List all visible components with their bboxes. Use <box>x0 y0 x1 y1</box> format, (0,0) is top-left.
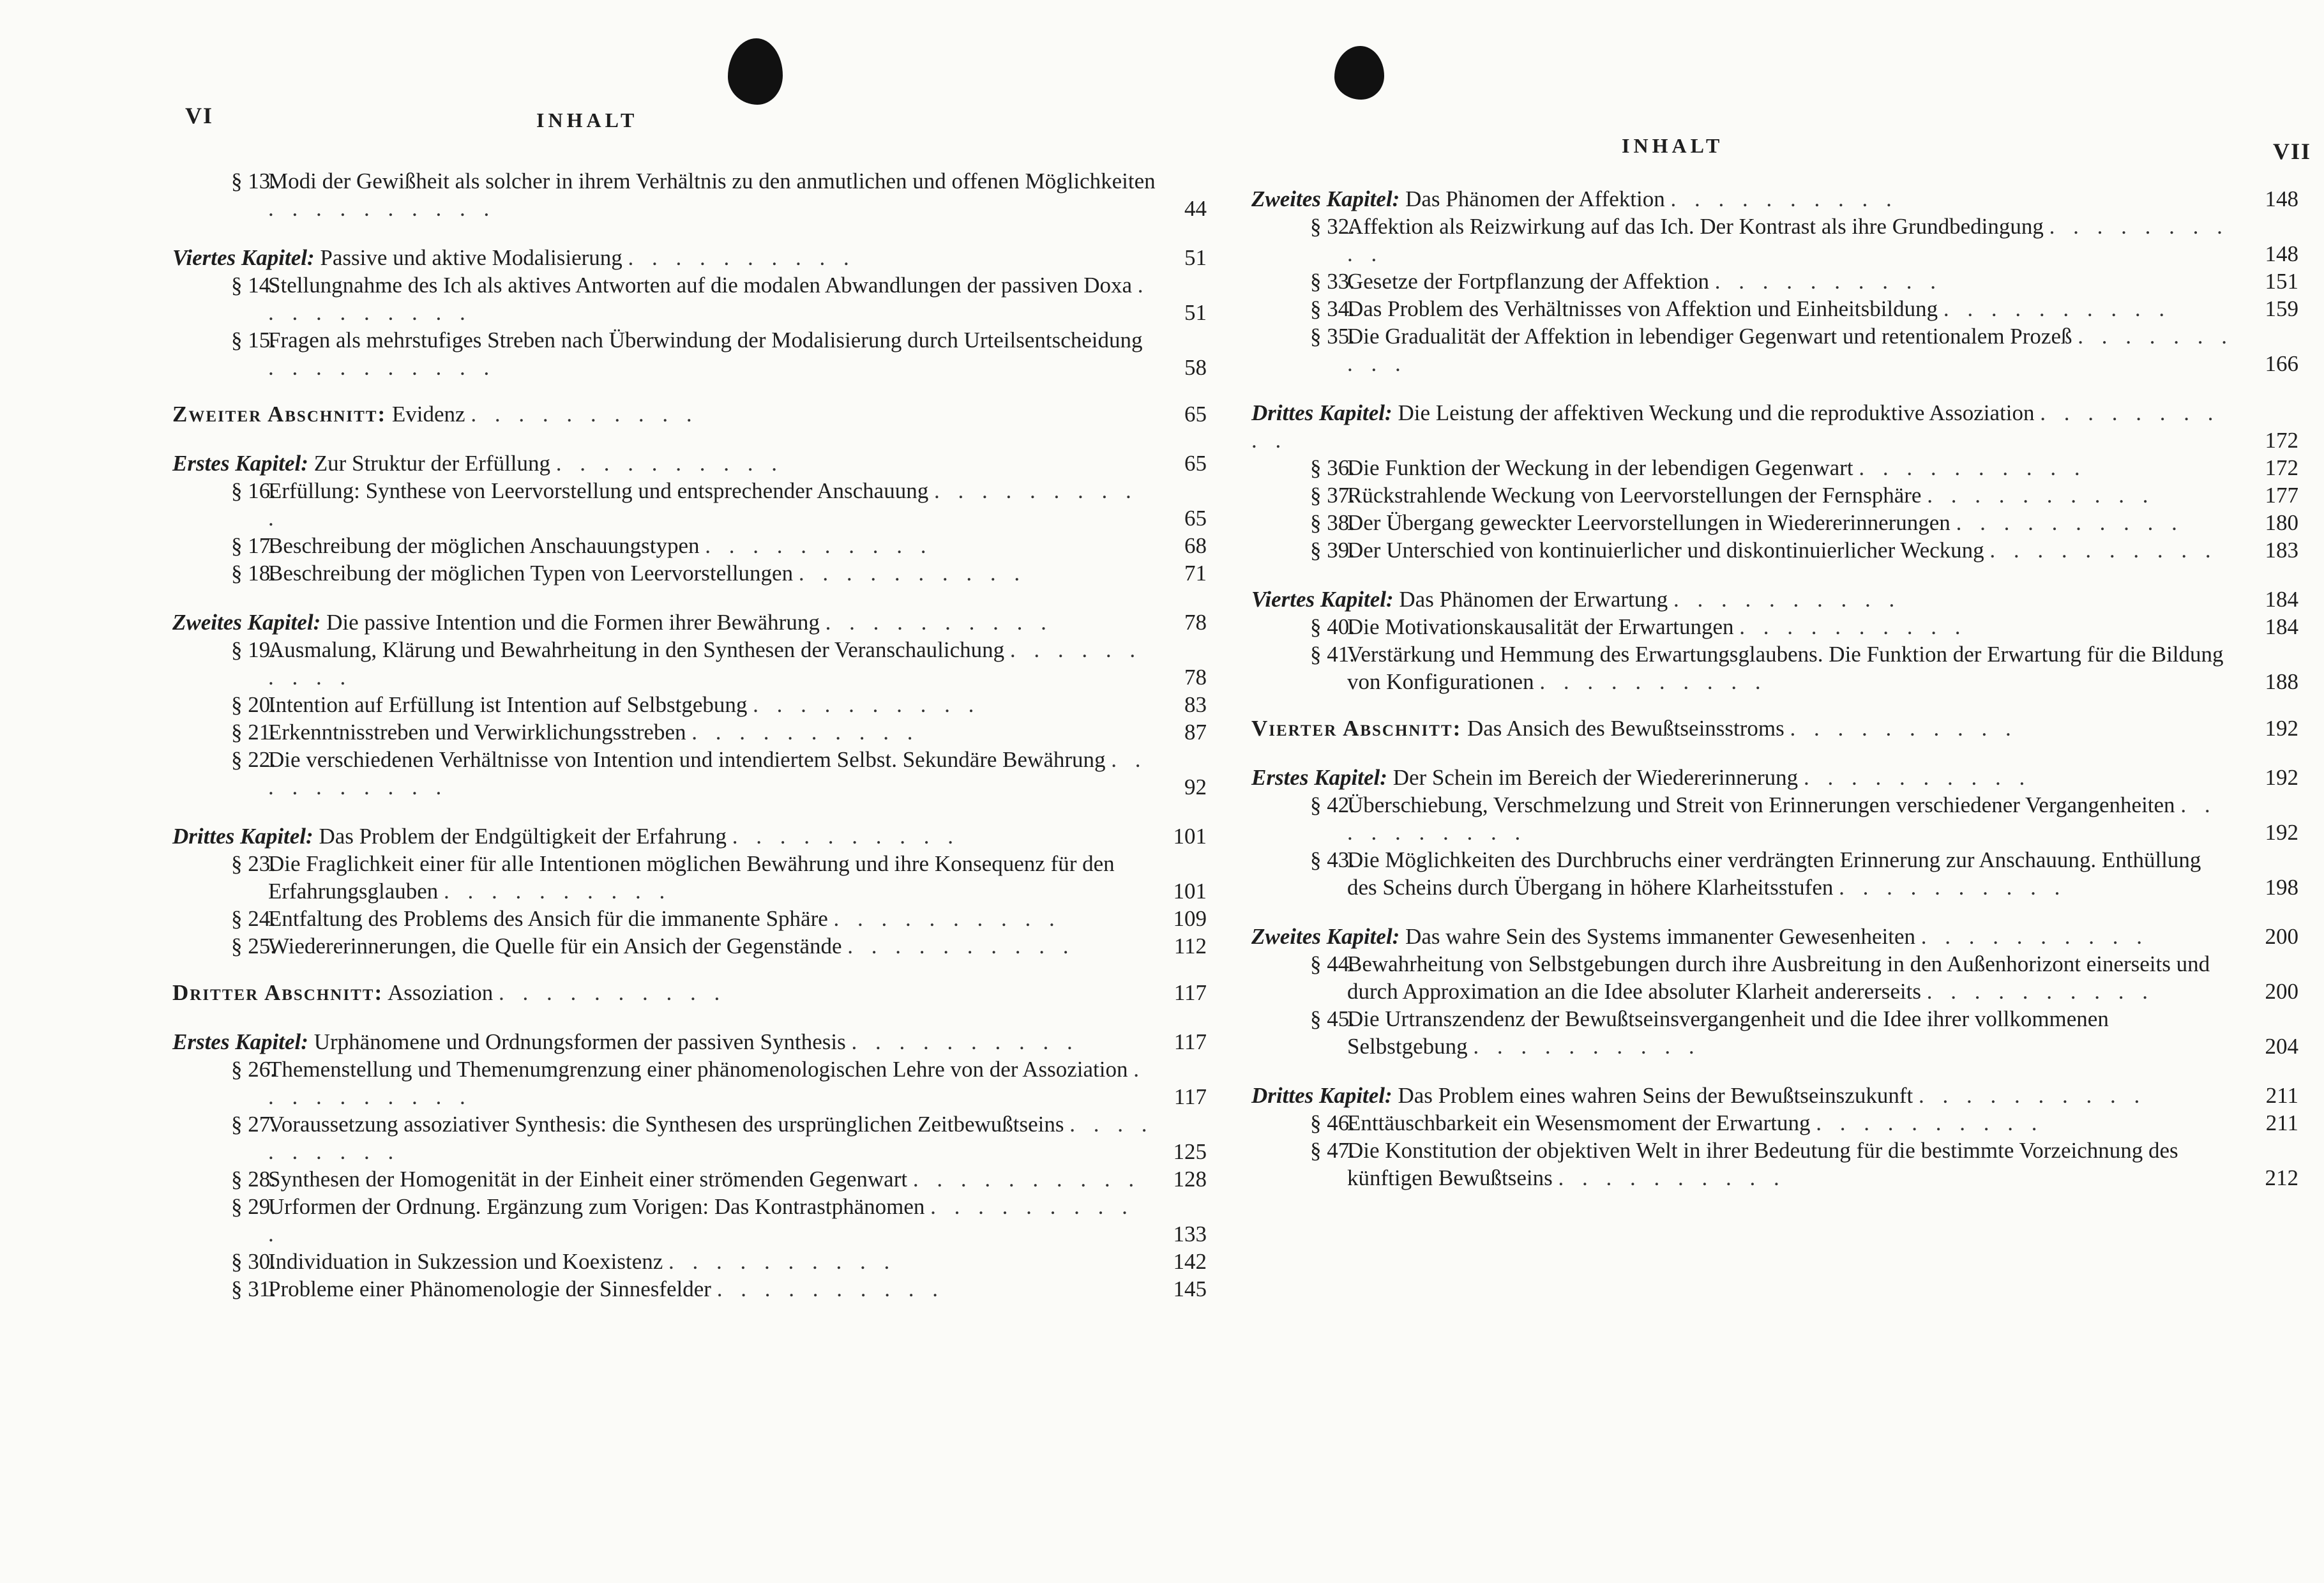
toc-chapter-heading <box>160 609 1245 636</box>
entry-title: Fragen als mehrstufiges Streben nach Überwindung der Modalisierung durch Urteilsentscheidung . . . . . . . . . . <box>268 328 1143 380</box>
right-toc-list <box>1239 185 2324 1192</box>
toc-paragraph-entry <box>160 1275 1245 1303</box>
paragraph-number: § 25. <box>231 934 276 958</box>
leader-dots: . . . . . . . . . . <box>1539 669 1767 694</box>
left-toc-list <box>160 167 1245 1303</box>
paragraph-number: § 42. <box>1310 792 1355 817</box>
leader-dots: . . . . . . . . . . <box>1839 875 2067 900</box>
page-number: 101 <box>1173 879 1207 904</box>
toc-paragraph-entry <box>1239 454 2324 481</box>
paragraph-number: § 20. <box>231 692 276 717</box>
toc-chapter-heading <box>1239 399 2324 454</box>
toc-chapter-heading <box>160 1028 1245 1056</box>
page-number: 172 <box>2265 455 2298 480</box>
page-number: 109 <box>1173 906 1207 931</box>
page-number: 183 <box>2265 538 2298 563</box>
entry-title: Der Unterschied von kontinuierlicher und diskontinuierlicher Weckung . . . . . . . . . . <box>1347 538 2217 563</box>
paragraph-number: § 13. <box>231 169 276 193</box>
toc-section-heading <box>160 979 1245 1006</box>
leader-dots: . . . . . . . . . . <box>1918 1083 2147 1108</box>
toc-paragraph-entry <box>1239 950 2324 1005</box>
entry-title: Intention auf Erfüllung ist Intention auf Selbstgebung . . . . . . . . . . <box>268 692 981 717</box>
leader-dots: . . . . . . . . . . <box>268 1194 1134 1246</box>
paragraph-number: § 21. <box>231 720 276 745</box>
toc-paragraph-entry <box>160 559 1245 587</box>
ink-blot-right <box>1334 46 1384 100</box>
toc-paragraph-entry <box>160 477 1245 532</box>
leader-dots: . . . . . . . . . . <box>268 637 1142 690</box>
page-number: 87 <box>1184 720 1207 745</box>
entry-title: Die Gradualität der Affektion in lebendiger Gegenwart und retentionalem Prozeß . . . . . . . . . . <box>1347 324 2233 376</box>
entry-title: Der Übergang geweckter Leervorstellungen in Wiedererinnerungen . . . . . . . . . . <box>1347 510 2184 535</box>
page-number: 198 <box>2265 875 2298 900</box>
leader-dots: . . . . . . . . . . <box>1347 324 2233 376</box>
heading-label: Drittes Kapitel: <box>172 824 313 849</box>
entry-title: Bewahrheitung von Selbstgebungen durch ihre Ausbreitung in den Außenhorizont einerseits und durch Approximation an die Idee absoluter Klarheit andererseits . . . . . . . . . . <box>1347 951 2210 1004</box>
page-number: 192 <box>2265 765 2298 790</box>
page-number: 142 <box>1173 1249 1207 1274</box>
entry-title: Synthesen der Homogenität in der Einheit einer strömenden Gegenwart . . . . . . . . . . <box>268 1167 1141 1192</box>
paragraph-number: § 15. <box>231 328 276 352</box>
entry-title: Erkenntnisstreben und Verwirklichungsstreben . . . . . . . . . . <box>268 720 919 745</box>
leader-dots: . . . . . . . . . . <box>1473 1034 1701 1059</box>
leader-dots: . . . . . . . . . . <box>268 1057 1145 1109</box>
leader-dots: . . . . . . . . . . <box>1803 765 2032 790</box>
page-number: 65 <box>1184 506 1207 531</box>
leader-dots: . . . . . . . . . . <box>268 355 496 380</box>
toc-paragraph-entry <box>160 691 1245 718</box>
paragraph-number: § 36. <box>1310 455 1355 480</box>
leader-dots: . . . . . . . . . . <box>1989 538 2217 563</box>
leader-dots: . . . . . . . . . . <box>268 478 1138 531</box>
entry-title: Evidenz . . . . . . . . . . <box>391 402 698 427</box>
entry-title: Die Möglichkeiten des Durchbruchs einer verdrängten Erinnerung zur Anschauung. Enthüllung des Scheins durch Übergang in höhere Klarheitsstufen . . . . . . . . . . <box>1347 847 2201 900</box>
paragraph-number: § 32. <box>1310 214 1355 239</box>
leader-dots: . . . . . . . . . . <box>847 934 1075 958</box>
left-toc <box>160 167 1245 1303</box>
leader-dots: . . . . . . . . . . <box>1714 269 1942 294</box>
page-number: 188 <box>2265 669 2298 694</box>
heading-label: Zweites Kapitel: <box>172 610 321 635</box>
toc-paragraph-entry <box>160 636 1245 691</box>
page-number: 65 <box>1184 451 1207 476</box>
leader-dots: . . . . . . . . . . <box>1926 979 2154 1004</box>
toc-paragraph-entry <box>160 532 1245 559</box>
entry-title: Die Konstitution der objektiven Welt in ihrer Bedeutung für die bestimmte Vorzeichnung des künftigen Bewußtseins . . . . . . . . . . <box>1347 1138 2178 1190</box>
toc-paragraph-entry <box>160 326 1245 381</box>
paragraph-number: § 30. <box>231 1249 276 1274</box>
ink-blot-left <box>728 38 783 105</box>
paragraph-number: § 45. <box>1310 1006 1355 1031</box>
toc-paragraph-entry <box>160 905 1245 932</box>
entry-title: Voraussetzung assoziativer Synthesis: die Synthesen des ursprünglichen Zeitbewußtseins . . . . . . . . . . <box>268 1112 1154 1164</box>
toc-paragraph-entry <box>1239 640 2324 695</box>
entry-title: Beschreibung der möglichen Typen von Leervorstellungen . . . . . . . . . . <box>268 561 1027 586</box>
leader-dots: . . . . . . . . . . <box>1859 455 2086 480</box>
leader-dots: . . . . . . . . . . <box>912 1167 1141 1192</box>
paragraph-number: § 33. <box>1310 269 1355 294</box>
page-number: 117 <box>1173 1084 1207 1109</box>
page-number: 44 <box>1184 196 1207 221</box>
leader-dots: . . . . . . . . . . <box>471 402 698 427</box>
toc-section-heading <box>1239 715 2324 742</box>
toc-paragraph-entry <box>1239 213 2324 268</box>
entry-title: Themenstellung und Themenumgrenzung einer phänomenologischen Lehre von der Assoziation . . . . . . . . . . <box>268 1057 1145 1109</box>
entry-title: Affektion als Reizwirkung auf das Ich. Der Kontrast als ihre Grundbedingung . . . . . . . . . . <box>1347 214 2229 266</box>
paragraph-number: § 17. <box>231 533 276 558</box>
leader-dots: . . . . . . . . . . <box>1558 1165 1786 1190</box>
page-number: 58 <box>1184 355 1207 380</box>
leader-dots: . . . . . . . . . . <box>498 980 727 1005</box>
entry-title: Individuation in Sukzession und Koexistenz . . . . . . . . . . <box>268 1249 896 1274</box>
leader-dots: . . . . . . . . . . <box>851 1029 1079 1054</box>
paragraph-number: § 16. <box>231 478 276 503</box>
toc-paragraph-entry <box>160 850 1245 905</box>
page-number: 184 <box>2265 587 2298 612</box>
leader-dots: . . . . . . . . . . <box>268 1112 1154 1164</box>
paragraph-number: § 24. <box>231 906 276 931</box>
page-number: 65 <box>1184 402 1207 427</box>
leader-dots: . . . . . . . . . . <box>753 692 981 717</box>
page-number: 204 <box>2265 1034 2298 1059</box>
entry-title: Das Problem des Verhältnisses von Affektion und Einheitsbildung . . . . . . . . . . <box>1347 296 2171 321</box>
leader-dots: . . . . . . . . . . <box>555 451 784 476</box>
entry-title: Das Problem eines wahren Seins der Bewußtseinszukunft . . . . . . . . . . <box>1398 1083 2147 1108</box>
paragraph-number: § 40. <box>1310 614 1355 639</box>
entry-title: Urphänomene und Ordnungsformen der passiven Synthesis . . . . . . . . . . <box>313 1029 1079 1054</box>
leader-dots: . . . . . . . . . . <box>1670 186 1898 211</box>
page-number: 172 <box>2265 428 2298 453</box>
paragraph-number: § 18. <box>231 561 276 586</box>
toc-paragraph-entry <box>160 1193 1245 1248</box>
toc-chapter-heading <box>1239 185 2324 213</box>
entry-title: Überschiebung, Verschmelzung und Streit von Erinnerungen verschiedener Vergangenheiten . . . . . . . . . . <box>1347 792 2217 845</box>
paragraph-number: § 23. <box>231 851 276 876</box>
leader-dots: . . . . . . . . . . <box>833 906 1061 931</box>
heading-label: Erstes Kapitel: <box>1251 765 1387 790</box>
toc-chapter-heading <box>1239 923 2324 950</box>
entry-title: Das Ansich des Bewußtseinsstroms . . . . . . . . . . <box>1467 716 2018 741</box>
paragraph-number: § 43. <box>1310 847 1355 872</box>
leader-dots: . . . . . . . . . . <box>268 196 496 221</box>
toc-paragraph-entry <box>1239 268 2324 295</box>
paragraph-number: § 31. <box>231 1276 276 1301</box>
leader-dots: . . . . . . . . . . <box>1943 296 2171 321</box>
page-number: 177 <box>2265 483 2298 508</box>
leader-dots: . . . . . . . . . . <box>628 245 856 270</box>
leader-dots: . . . . . . . . . . <box>444 879 672 904</box>
entry-title: Passive und aktive Modalisierung . . . . . . . . . . <box>320 245 856 270</box>
paragraph-number: § 19. <box>231 637 276 662</box>
page-number: 78 <box>1184 610 1207 635</box>
entry-title: Enttäuschbarkeit ein Wesensmoment der Erwartung . . . . . . . . . . <box>1347 1110 2044 1135</box>
toc-paragraph-entry <box>160 167 1245 222</box>
paragraph-number: § 14. <box>231 273 276 298</box>
left-page-header <box>160 102 1245 140</box>
toc-paragraph-entry <box>1239 322 2324 377</box>
leader-dots: . . . . . . . . . . <box>732 824 960 849</box>
toc-paragraph-entry <box>1239 1109 2324 1137</box>
toc-paragraph-entry <box>1239 613 2324 640</box>
paragraph-number: § 35. <box>1310 324 1355 349</box>
leader-dots: . . . . . . . . . . <box>268 747 1147 799</box>
leader-dots: . . . . . . . . . . <box>1347 792 2217 845</box>
leader-dots: . . . . . . . . . . <box>1927 483 2155 508</box>
leader-dots: . . . . . . . . . . <box>668 1249 896 1274</box>
page-number: 148 <box>2265 241 2298 266</box>
toc-paragraph-entry <box>160 1165 1245 1193</box>
leader-dots: . . . . . . . . . . <box>798 561 1027 586</box>
leader-dots: . . . . . . . . . . <box>1790 716 2018 741</box>
page-number: 68 <box>1184 533 1207 558</box>
entry-title: Modi der Gewißheit als solcher in ihrem Verhältnis zu den anmutlichen und offenen Möglichkeiten . . . . . . . . . . <box>268 169 1156 221</box>
heading-label: Zweiter Abschnitt: <box>172 402 387 427</box>
toc-paragraph-entry <box>160 1248 1245 1275</box>
page-number: 51 <box>1184 245 1207 270</box>
heading-label: Viertes Kapitel: <box>1251 587 1394 612</box>
left-page-folio: VI <box>185 103 214 128</box>
entry-title: Gesetze der Fortpflanzung der Affektion . . . . . . . . . . <box>1347 269 1942 294</box>
entry-title: Die Motivationskausalität der Erwartungen . . . . . . . . . . <box>1347 614 1967 639</box>
toc-paragraph-entry <box>1239 1005 2324 1060</box>
toc-chapter-heading <box>160 450 1245 477</box>
page-number: 128 <box>1173 1167 1207 1192</box>
paragraph-number: § 44. <box>1310 951 1355 976</box>
entry-title: Die passive Intention und die Formen ihrer Bewährung . . . . . . . . . . <box>326 610 1053 635</box>
page-number: 212 <box>2265 1165 2298 1190</box>
entry-title: Das Phänomen der Affektion . . . . . . . . . . <box>1405 186 1898 211</box>
paragraph-number: § 34. <box>1310 296 1355 321</box>
toc-paragraph-entry <box>1239 1137 2324 1192</box>
paragraph-number: § 29. <box>231 1194 276 1219</box>
page-number: 200 <box>2265 979 2298 1004</box>
paragraph-number: § 22. <box>231 747 276 772</box>
page-number: 180 <box>2265 510 2298 535</box>
right-page-folio: VII <box>2272 139 2311 164</box>
heading-label: Erstes Kapitel: <box>172 451 308 476</box>
entry-title: Die Funktion der Weckung in der lebendigen Gegenwart . . . . . . . . . . <box>1347 455 2086 480</box>
entry-title: Wiedererinnerungen, die Quelle für ein Ansich der Gegenstände . . . . . . . . . . <box>268 934 1075 958</box>
paragraph-number: § 41. <box>1310 642 1355 667</box>
toc-section-heading <box>160 400 1245 428</box>
entry-title: Die Leistung der affektiven Weckung und die reproduktive Assoziation . . . . . . . . . . <box>1251 400 2220 453</box>
toc-chapter-heading <box>1239 764 2324 791</box>
paragraph-number: § 26. <box>231 1057 276 1082</box>
page-number: 145 <box>1173 1276 1207 1301</box>
entry-title: Verstärkung und Hemmung des Erwartungsglaubens. Die Funktion der Erwartung für die Bildung von Konfigurationen . . . . . . . . . . <box>1347 642 2224 694</box>
page-number: 200 <box>2265 924 2298 949</box>
right-page-header <box>1239 102 2324 164</box>
heading-label: Drittes Kapitel: <box>1251 400 1392 425</box>
entry-title: Stellungnahme des Ich als aktives Antworten auf die modalen Abwandlungen der passiven Doxa . . . . . . . . . . <box>268 273 1150 325</box>
toc-paragraph-entry <box>160 271 1245 326</box>
entry-title: Das wahre Sein des Systems immanenter Gewesenheiten . . . . . . . . . . <box>1405 924 2149 949</box>
toc-paragraph-entry <box>160 1056 1245 1110</box>
leader-dots: . . . . . . . . . . <box>1816 1110 2044 1135</box>
paragraph-number: § 47. <box>1310 1138 1355 1163</box>
heading-label: Drittes Kapitel: <box>1251 1083 1392 1108</box>
entry-title: Ausmalung, Klärung und Bewahrheitung in den Synthesen der Veranschaulichung . . . . . . . . . . <box>268 637 1142 690</box>
toc-paragraph-entry <box>1239 481 2324 509</box>
toc-paragraph-entry <box>1239 846 2324 901</box>
page-number: 192 <box>2265 820 2298 845</box>
paragraph-number: § 28. <box>231 1167 276 1192</box>
heading-label: Zweites Kapitel: <box>1251 924 1400 949</box>
page-number: 117 <box>1173 1029 1207 1054</box>
page-number: 151 <box>2265 269 2298 294</box>
page-number: 211 <box>2265 1083 2298 1108</box>
paragraph-number: § 46. <box>1310 1110 1355 1135</box>
entry-title: Rückstrahlende Weckung von Leervorstellungen der Fernsphäre . . . . . . . . . . <box>1347 483 2155 508</box>
leader-dots: . . . . . . . . . . <box>1956 510 2184 535</box>
left-page <box>160 0 1245 1583</box>
page-number: 117 <box>1173 980 1207 1005</box>
paragraph-number: § 39. <box>1310 538 1355 563</box>
page-number: 148 <box>2265 186 2298 211</box>
right-running-head: INHALT <box>1622 134 1724 157</box>
entry-title: Erfüllung: Synthese von Leervorstellung und entsprechender Anschauung . . . . . . . . . . <box>268 478 1138 531</box>
paragraph-number: § 27. <box>231 1112 276 1137</box>
toc-paragraph-entry <box>1239 536 2324 564</box>
entry-title: Der Schein im Bereich der Wiedererinnerung . . . . . . . . . . <box>1392 765 2032 790</box>
toc-paragraph-entry <box>1239 295 2324 322</box>
page-number: 125 <box>1173 1139 1207 1164</box>
page-number: 51 <box>1184 300 1207 325</box>
heading-label: Zweites Kapitel: <box>1251 186 1400 211</box>
leader-dots: . . . . . . . . . . <box>716 1276 944 1301</box>
entry-title: Assoziation . . . . . . . . . . <box>387 980 727 1005</box>
toc-paragraph-entry <box>160 746 1245 801</box>
heading-label: Erstes Kapitel: <box>172 1029 308 1054</box>
paragraph-number: § 37. <box>1310 483 1355 508</box>
entry-title: Das Phänomen der Erwartung . . . . . . . . . . <box>1399 587 1901 612</box>
page-number: 184 <box>2265 614 2298 639</box>
entry-title: Probleme einer Phänomenologie der Sinnesfelder . . . . . . . . . . <box>268 1276 944 1301</box>
leader-dots: . . . . . . . . . . <box>825 610 1053 635</box>
toc-paragraph-entry <box>160 932 1245 960</box>
toc-paragraph-entry <box>1239 791 2324 846</box>
entry-title: Die Urtranszendenz der Bewußtseinsvergangenheit und die Idee ihrer vollkommenen Selbstgebung . . . . . . . . . . <box>1347 1006 2109 1059</box>
leader-dots: . . . . . . . . . . <box>1251 400 2220 453</box>
page-number: 133 <box>1173 1222 1207 1246</box>
leader-dots: . . . . . . . . . . <box>705 533 933 558</box>
entry-title: Die verschiedenen Verhältnisse von Intention und intendiertem Selbst. Sekundäre Bewährung . . . . . . . . . . <box>268 747 1147 799</box>
heading-label: Dritter Abschnitt: <box>172 980 384 1005</box>
leader-dots: . . . . . . . . . . <box>1673 587 1901 612</box>
entry-title: Urformen der Ordnung. Ergänzung zum Vorigen: Das Kontrastphänomen . . . . . . . . . . <box>268 1194 1134 1246</box>
page-number: 112 <box>1173 934 1207 958</box>
toc-paragraph-entry <box>1239 509 2324 536</box>
toc-chapter-heading <box>1239 1082 2324 1109</box>
leader-dots: . . . . . . . . . . <box>1739 614 1967 639</box>
right-page <box>1239 0 2324 1583</box>
left-running-head: INHALT <box>536 109 638 132</box>
page-number: 166 <box>2265 351 2298 376</box>
toc-paragraph-entry <box>160 718 1245 746</box>
entry-title: Entfaltung des Problems des Ansich für die immanente Sphäre . . . . . . . . . . <box>268 906 1061 931</box>
page-number: 101 <box>1173 824 1207 849</box>
leader-dots: . . . . . . . . . . <box>691 720 919 745</box>
toc-paragraph-entry <box>160 1110 1245 1165</box>
page-number: 159 <box>2265 296 2298 321</box>
leader-dots: . . . . . . . . . . <box>1920 924 2149 949</box>
paragraph-number: § 38. <box>1310 510 1355 535</box>
toc-chapter-heading <box>160 822 1245 850</box>
heading-label: Vierter Abschnitt: <box>1251 716 1462 741</box>
page-number: 192 <box>2265 716 2298 741</box>
entry-title: Zur Struktur der Erfüllung . . . . . . . . . . <box>313 451 784 476</box>
entry-title: Die Fraglichkeit einer für alle Intentionen möglichen Bewährung und ihre Konsequenz für den Erfahrungsglauben . . . . . . . . . . <box>268 851 1115 904</box>
page-number: 71 <box>1184 561 1207 586</box>
leader-dots: . . . . . . . . . . <box>1347 214 2229 266</box>
page-number: 92 <box>1184 775 1207 799</box>
heading-label: Viertes Kapitel: <box>172 245 315 270</box>
right-toc <box>1239 185 2324 1192</box>
page-number: 83 <box>1184 692 1207 717</box>
page-number: 78 <box>1184 665 1207 690</box>
leader-dots: . . . . . . . . . . <box>268 273 1150 325</box>
entry-title: Das Problem der Endgültigkeit der Erfahrung . . . . . . . . . . <box>319 824 960 849</box>
toc-chapter-heading <box>1239 586 2324 613</box>
toc-chapter-heading <box>160 244 1245 271</box>
page-number: 211 <box>2265 1110 2298 1135</box>
entry-title: Beschreibung der möglichen Anschauungstypen . . . . . . . . . . <box>268 533 933 558</box>
